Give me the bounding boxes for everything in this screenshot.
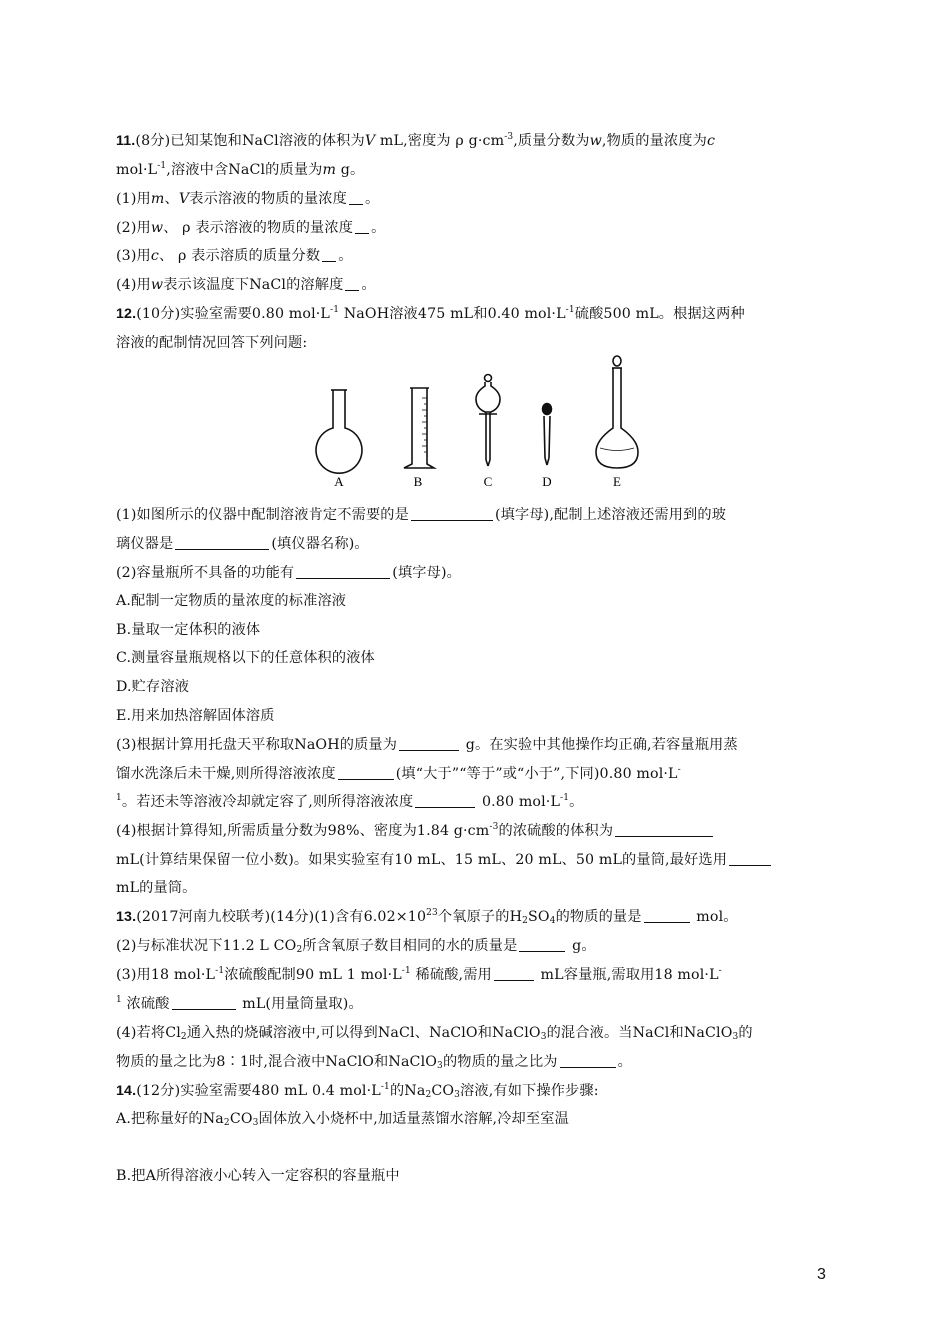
q14-step-b: B.把A所得溶液小心转入一定容积的容量瓶中 [116,1168,400,1184]
q11-line-1: 11.(8分)已知某饱和NaCl溶液的体积为V mL,密度为 ρ $g\cdot cm^{-3}$,质量分数为w,物质的量浓度为c [116,132,716,149]
q12-option-e: E.用来加热溶解固体溶质 [116,708,275,724]
q12-sub-4-line-3: mL的量筒。 [116,880,197,896]
q14-line-1: 14.(12分)实验室需要480 mL 0.4 $mol\cdot L^{-1}$的$Na_2CO_3$溶液,有如下操作步骤: [116,1082,599,1100]
answer-blank[interactable] [494,966,534,981]
q12-option-c: C.测量容量瓶规格以下的任意体积的液体 [116,650,375,666]
answer-blank[interactable] [519,937,565,952]
q12-sub-3-line-2: 馏水洗涤后未干燥,则所得溶液浓度 (填“大于”“等于”或“小于”,下同)0.80 mol·L- [116,765,681,782]
q12-number: 12. [116,306,137,322]
graduated-cylinder-icon [404,388,434,468]
volumetric-flask-icon [596,356,638,468]
answer-blank[interactable] [399,736,459,751]
q11-line-2: $mol\cdot L^{-1}$,溶液中含NaCl的质量为m g。 [116,161,365,178]
q13-line-6: 物质的量之比为8∶1时,混合液中NaClO和NaClO$_3$的物质的量之比为 。 [116,1054,632,1071]
q13-line-3: (3)用18 $mol\cdot L^{-1}$浓硫酸配制90 mL 1 $mol\cdot L^{-1}$ 稀硫酸,需用 mL容量瓶,需取用18 mol·L- [116,966,722,983]
q11-part-4: (4)用w表示该温度下NaCl的溶解度 。 [116,277,376,293]
answer-blank[interactable] [296,564,390,579]
answer-blank[interactable] [172,995,236,1010]
figure-label-c: C [483,474,493,489]
q12-option-b: B.量取一定体积的液体 [116,622,261,638]
q12-option-d: D.贮存溶液 [116,679,190,695]
q12-sub-3-line-1: (3)根据计算用托盘天平称取NaOH的质量为 g。在实验中其他操作均正确,若容量瓶用蒸 [116,737,738,753]
q13-line-4: $^1$ 浓硫酸 mL(用量筒量取)。 [116,995,363,1012]
figure-label-b: B [413,474,423,489]
answer-blank[interactable] [415,793,475,808]
q11-part-3: (3)用c、 ρ 表示溶质的质量分数 。 [116,248,353,264]
q14-number: 14. [116,1083,137,1099]
q12-sub-3-line-3: $^1$。若还未等溶液冷却就定容了,则所得溶液浓度 0.80 $mol\cdot L^{-1}$。 [116,793,584,810]
lab-apparatus-figure [300,352,650,492]
q11-part-1: (1)用m、V表示溶液的物质的量浓度 。 [116,191,380,207]
q12-line-1: 12.(10分)实验室需要0.80 $mol\cdot L^{-1}$ NaOH溶液475 mL和0.40 $mol\cdot L^{-1}$硫酸500 mL。根据这两种 [116,305,745,322]
figure-label-d: D [542,474,552,489]
q12-option-a: A.配制一定物质的量浓度的标准溶液 [116,593,347,609]
answer-blank[interactable] [560,1053,616,1068]
q11-number: 11. [116,133,136,149]
answer-blank[interactable] [349,190,363,205]
q13-line-5: (4)若将$Cl_2$通入热的烧碱溶液中,可以得到NaCl、NaClO和NaClO$_3$的混合液。当NaCl和NaClO$_3$的 [116,1025,753,1042]
q12-sub-4-line-1: (4)根据计算得知,所需质量分数为98%、密度为1.84 $g\cdot cm^{-3}$的浓硫酸的体积为 [116,821,715,841]
answer-blank[interactable] [322,247,336,262]
q13-line-1: 13.(2017河南九校联考)(14分)(1)含有$6.02\times 10^{23}$个氧原子的$H_2SO_4$的物质的量是 mol。 [116,908,738,926]
q12-sub-1-line-2: 璃仪器是 (填仪器名称)。 [116,536,369,552]
answer-blank[interactable] [411,506,493,521]
q12-line-2: 溶液的配制情况回答下列问题: [116,335,308,351]
separatory-funnel-icon [476,375,500,467]
answer-blank[interactable] [175,535,269,550]
answer-blank[interactable] [729,851,771,866]
q12-sub-4-line-2: mL(计算结果保留一位小数)。如果实验室有10 mL、15 mL、20 mL、50 mL的量筒,最好选用 [116,850,773,870]
q13-number: 13. [116,909,137,925]
answer-blank[interactable] [644,908,690,923]
q14-step-a: A.把称量好的$Na_2CO_3$固体放入小烧杯中,加适量蒸馏水溶解,冷却至室温 [116,1111,569,1128]
q13-line-2: (2)与标准状况下11.2 L $CO_2$所含氧原子数目相同的水的质量是 g。 [116,938,596,955]
dropper-icon [543,404,552,466]
figure-label-e: E [613,474,621,489]
answer-blank[interactable] [355,219,369,234]
q12-sub-2: (2)容量瓶所不具备的功能有 (填字母)。 [116,565,461,581]
round-bottom-flask-icon [316,390,362,473]
answer-blank[interactable] [345,276,359,291]
answer-blank[interactable] [338,765,394,780]
q11-part-2: (2)用w、 ρ 表示溶液的物质的量浓度 。 [116,220,386,236]
answer-blank[interactable] [615,822,713,837]
figure-label-a: A [334,474,344,489]
q12-sub-1-line-1: (1)如图所示的仪器中配制溶液肯定不需要的是 (填字母),配制上述溶液还需用到的玻 [116,507,727,523]
page-number: 3 [817,1266,826,1283]
